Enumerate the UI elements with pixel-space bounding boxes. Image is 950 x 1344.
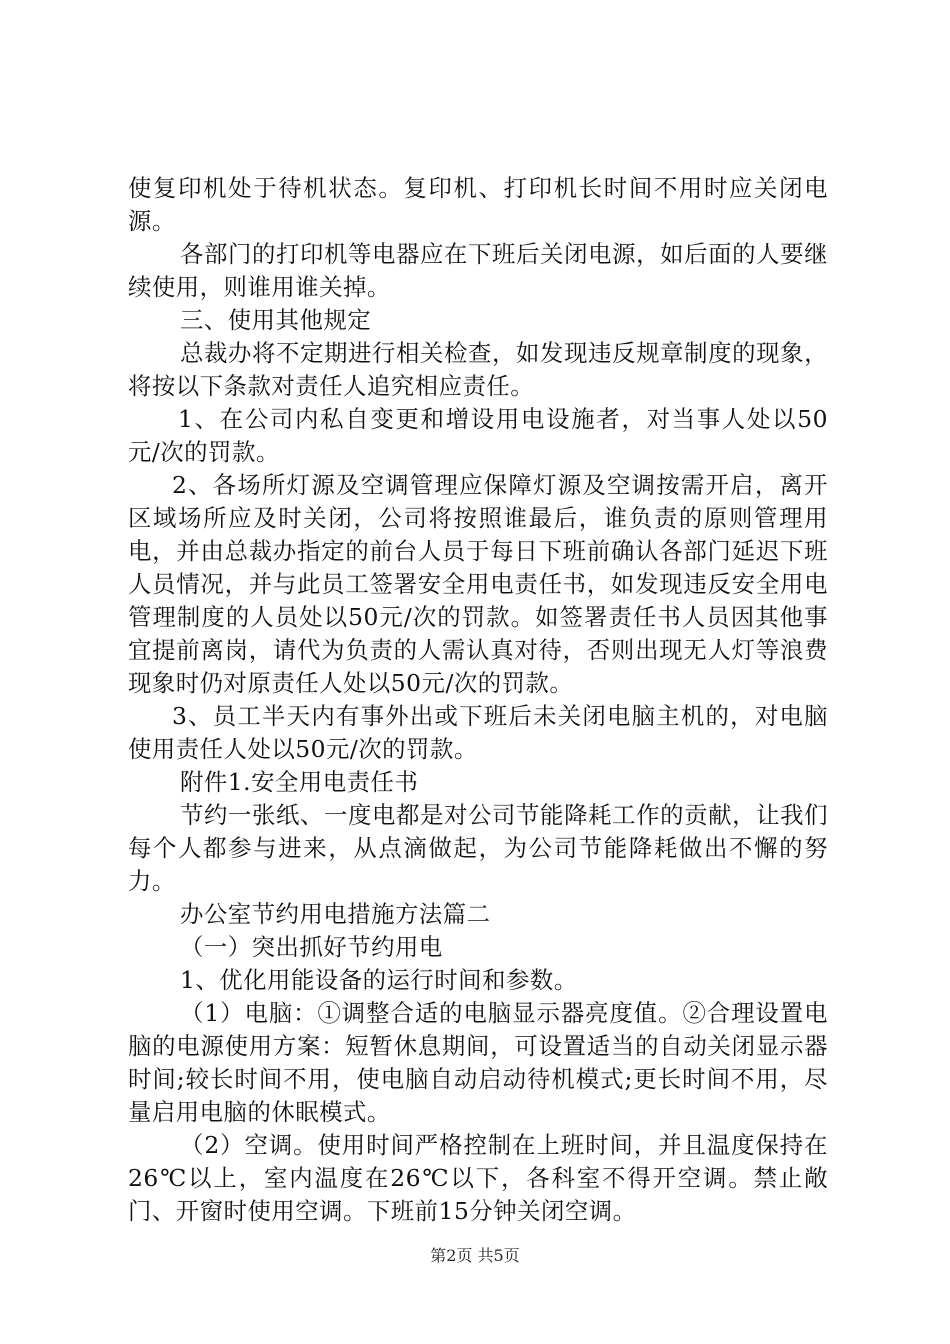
list-item: （2）空调。使用时间严格控制在上班时间，并且温度保持在26℃以上，室内温度在26℃以下，各科室不得开空调。禁止敞门、开窗时使用空调。下班前15分钟关闭空调。 xyxy=(128,1131,828,1225)
subsection-heading: （一）突出抓好节约用电 xyxy=(180,933,443,961)
paragraph: 使复印机处于待机状态。复印机、打印机长时间不用时应关闭电源。 xyxy=(128,174,828,235)
document-body xyxy=(128,172,828,1228)
paragraph: 节约一张纸、一度电都是对公司节能降耗工作的贡献，让我们每个人都参与进来，从点滴做起，为公司节能降耗做出不懈的努力。 xyxy=(128,801,828,895)
rule-item-2: 2、各场所灯源及空调管理应保障灯源及空调按需开启，离开区域场所应及时关闭，公司将按照谁最后，谁负责的原则管理用电，并由总裁办指定的前台人员于每日下班前确认各部门延迟下班人员情况，并与此员工签署安全用电责任书，如发现违反安全用电管理制度的人员处以50元/次的罚款。如签署责任书人员因其他事宜提前离岗，请代为负责的人需认真对待，否则出现无人灯等浪费现象时仍对原责任人处以50元/次的罚款。 xyxy=(128,471,828,697)
article-title: 办公室节约用电措施方法篇二 xyxy=(180,900,491,928)
list-item: （1）电脑：①调整合适的电脑显示器亮度值。②合理设置电脑的电源使用方案：短暂休息期间，可设置适当的自动关闭显示器时间;较长时间不用，使电脑自动启动待机模式;更长时间不用，尽量启用电脑的休眠模式。 xyxy=(128,999,828,1126)
paragraph: 各部门的打印机等电器应在下班后关闭电源，如后面的人要继续使用，则谁用谁关掉。 xyxy=(128,240,828,301)
paragraph: 总裁办将不定期进行相关检查，如发现违反规章制度的现象，将按以下条款对责任人追究相应责任。 xyxy=(128,339,828,400)
section-heading: 三、使用其他规定 xyxy=(180,306,372,334)
attachment-line: 附件1.安全用电责任书 xyxy=(180,768,419,796)
list-item: 1、优化用能设备的运行时间和参数。 xyxy=(180,966,578,994)
page-number-footer: 第2页 共5页 xyxy=(430,1246,520,1265)
rule-item-3: 3、员工半天内有事外出或下班后未关闭电脑主机的，对电脑使用责任人处以50元/次的罚款。 xyxy=(128,702,828,763)
rule-item-1: 1、在公司内私自变更和增设用电设施者，对当事人处以50元/次的罚款。 xyxy=(128,405,828,466)
